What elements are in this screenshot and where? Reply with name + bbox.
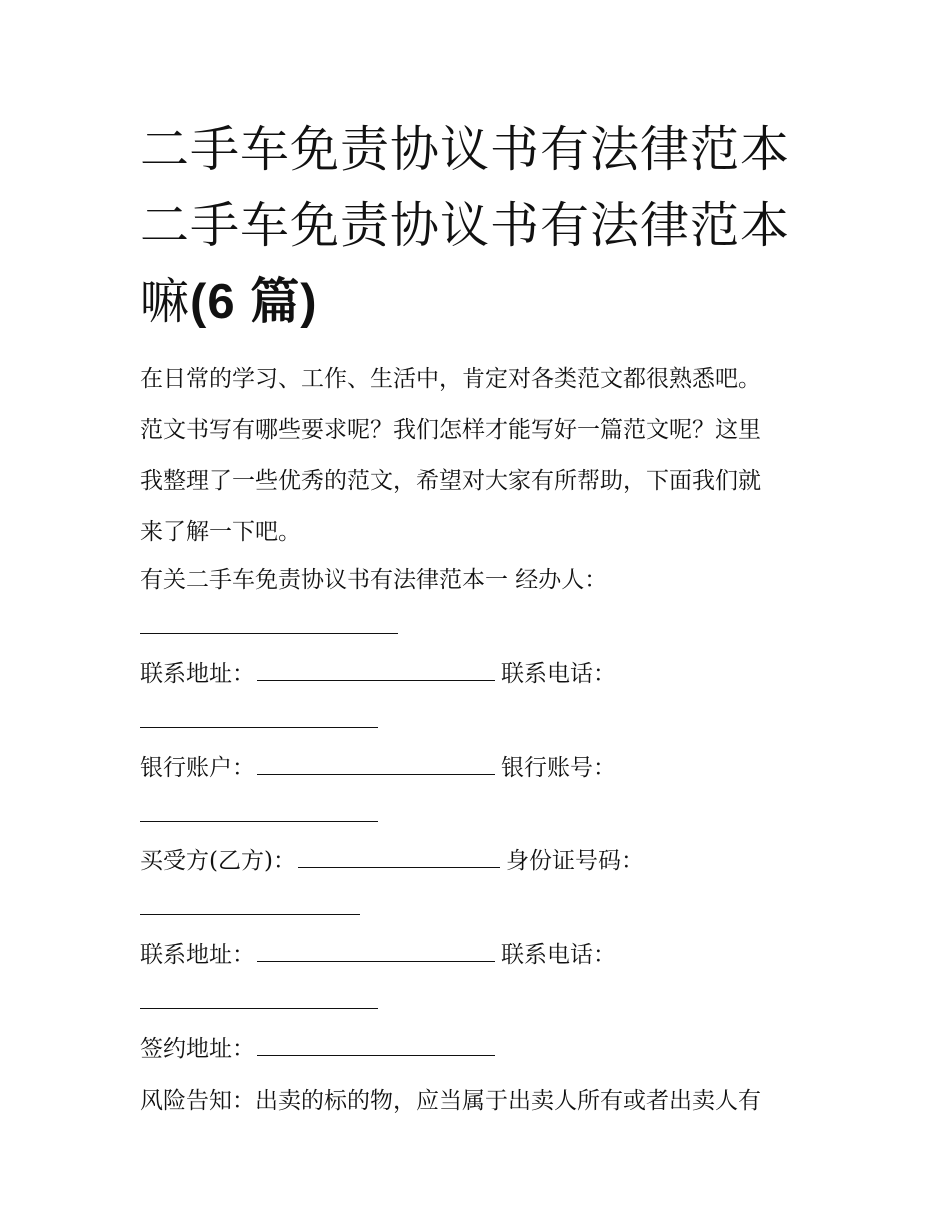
buyer-row (140, 846, 644, 876)
form-heading: 有关二手车免责协议书有法律范本一 经办人： (140, 567, 608, 593)
contact-phone-label-2: 联系电话： (501, 942, 616, 968)
contact-address-blank-1 (257, 660, 495, 681)
sign-address-label: 签约地址： (140, 1036, 255, 1062)
contact-row-2 (140, 940, 616, 970)
contact-row-1 (140, 659, 616, 689)
handler-blank (140, 632, 398, 634)
title-line-2: 二手车免责协议书有法律范本 (140, 197, 791, 254)
title-line-3-count: (6 篇) (190, 275, 318, 329)
intro-paragraph (140, 354, 820, 558)
id-number-blank (140, 913, 360, 915)
id-number-label: 身份证号码： (505, 848, 644, 874)
intro-line-1: 在日常的学习、工作、生活中，肯定对各类范文都很熟悉吧。 (140, 366, 761, 392)
intro-line-3: 我整理了一些优秀的范文，希望对大家有所帮助，下面我们就 (140, 468, 761, 494)
contact-phone-label-1: 联系电话： (501, 661, 616, 687)
sign-address-row (140, 1034, 501, 1064)
intro-line-2: 范文书写有哪些要求呢？我们怎样才能写好一篇范文呢？这里 (140, 417, 761, 443)
title-line-3-prefix: 嘛 (140, 273, 191, 330)
bank-account-blank (257, 754, 495, 775)
contact-address-label-2: 联系地址： (140, 942, 255, 968)
sign-address-blank (257, 1035, 495, 1056)
title-line-3 (140, 264, 840, 340)
intro-line-4: 来了解一下吧。 (140, 519, 301, 545)
buyer-blank (298, 847, 500, 868)
contact-phone-blank-2 (140, 1007, 378, 1009)
title-line-1: 二手车免责协议书有法律范本 (140, 121, 791, 178)
bank-number-label: 银行账号： (501, 755, 616, 781)
contact-address-label-1: 联系地址： (140, 661, 255, 687)
document-title (140, 112, 840, 340)
risk-notice: 风险告知：出卖的标的物，应当属于出卖人所有或者出卖人有 (140, 1088, 761, 1114)
contact-address-blank-2 (257, 941, 495, 962)
bank-number-blank (140, 820, 378, 822)
contact-phone-blank-1 (140, 726, 378, 728)
buyer-label: 买受方(乙方)： (140, 848, 296, 874)
bank-account-label: 银行账户： (140, 755, 255, 781)
bank-row (140, 753, 616, 783)
